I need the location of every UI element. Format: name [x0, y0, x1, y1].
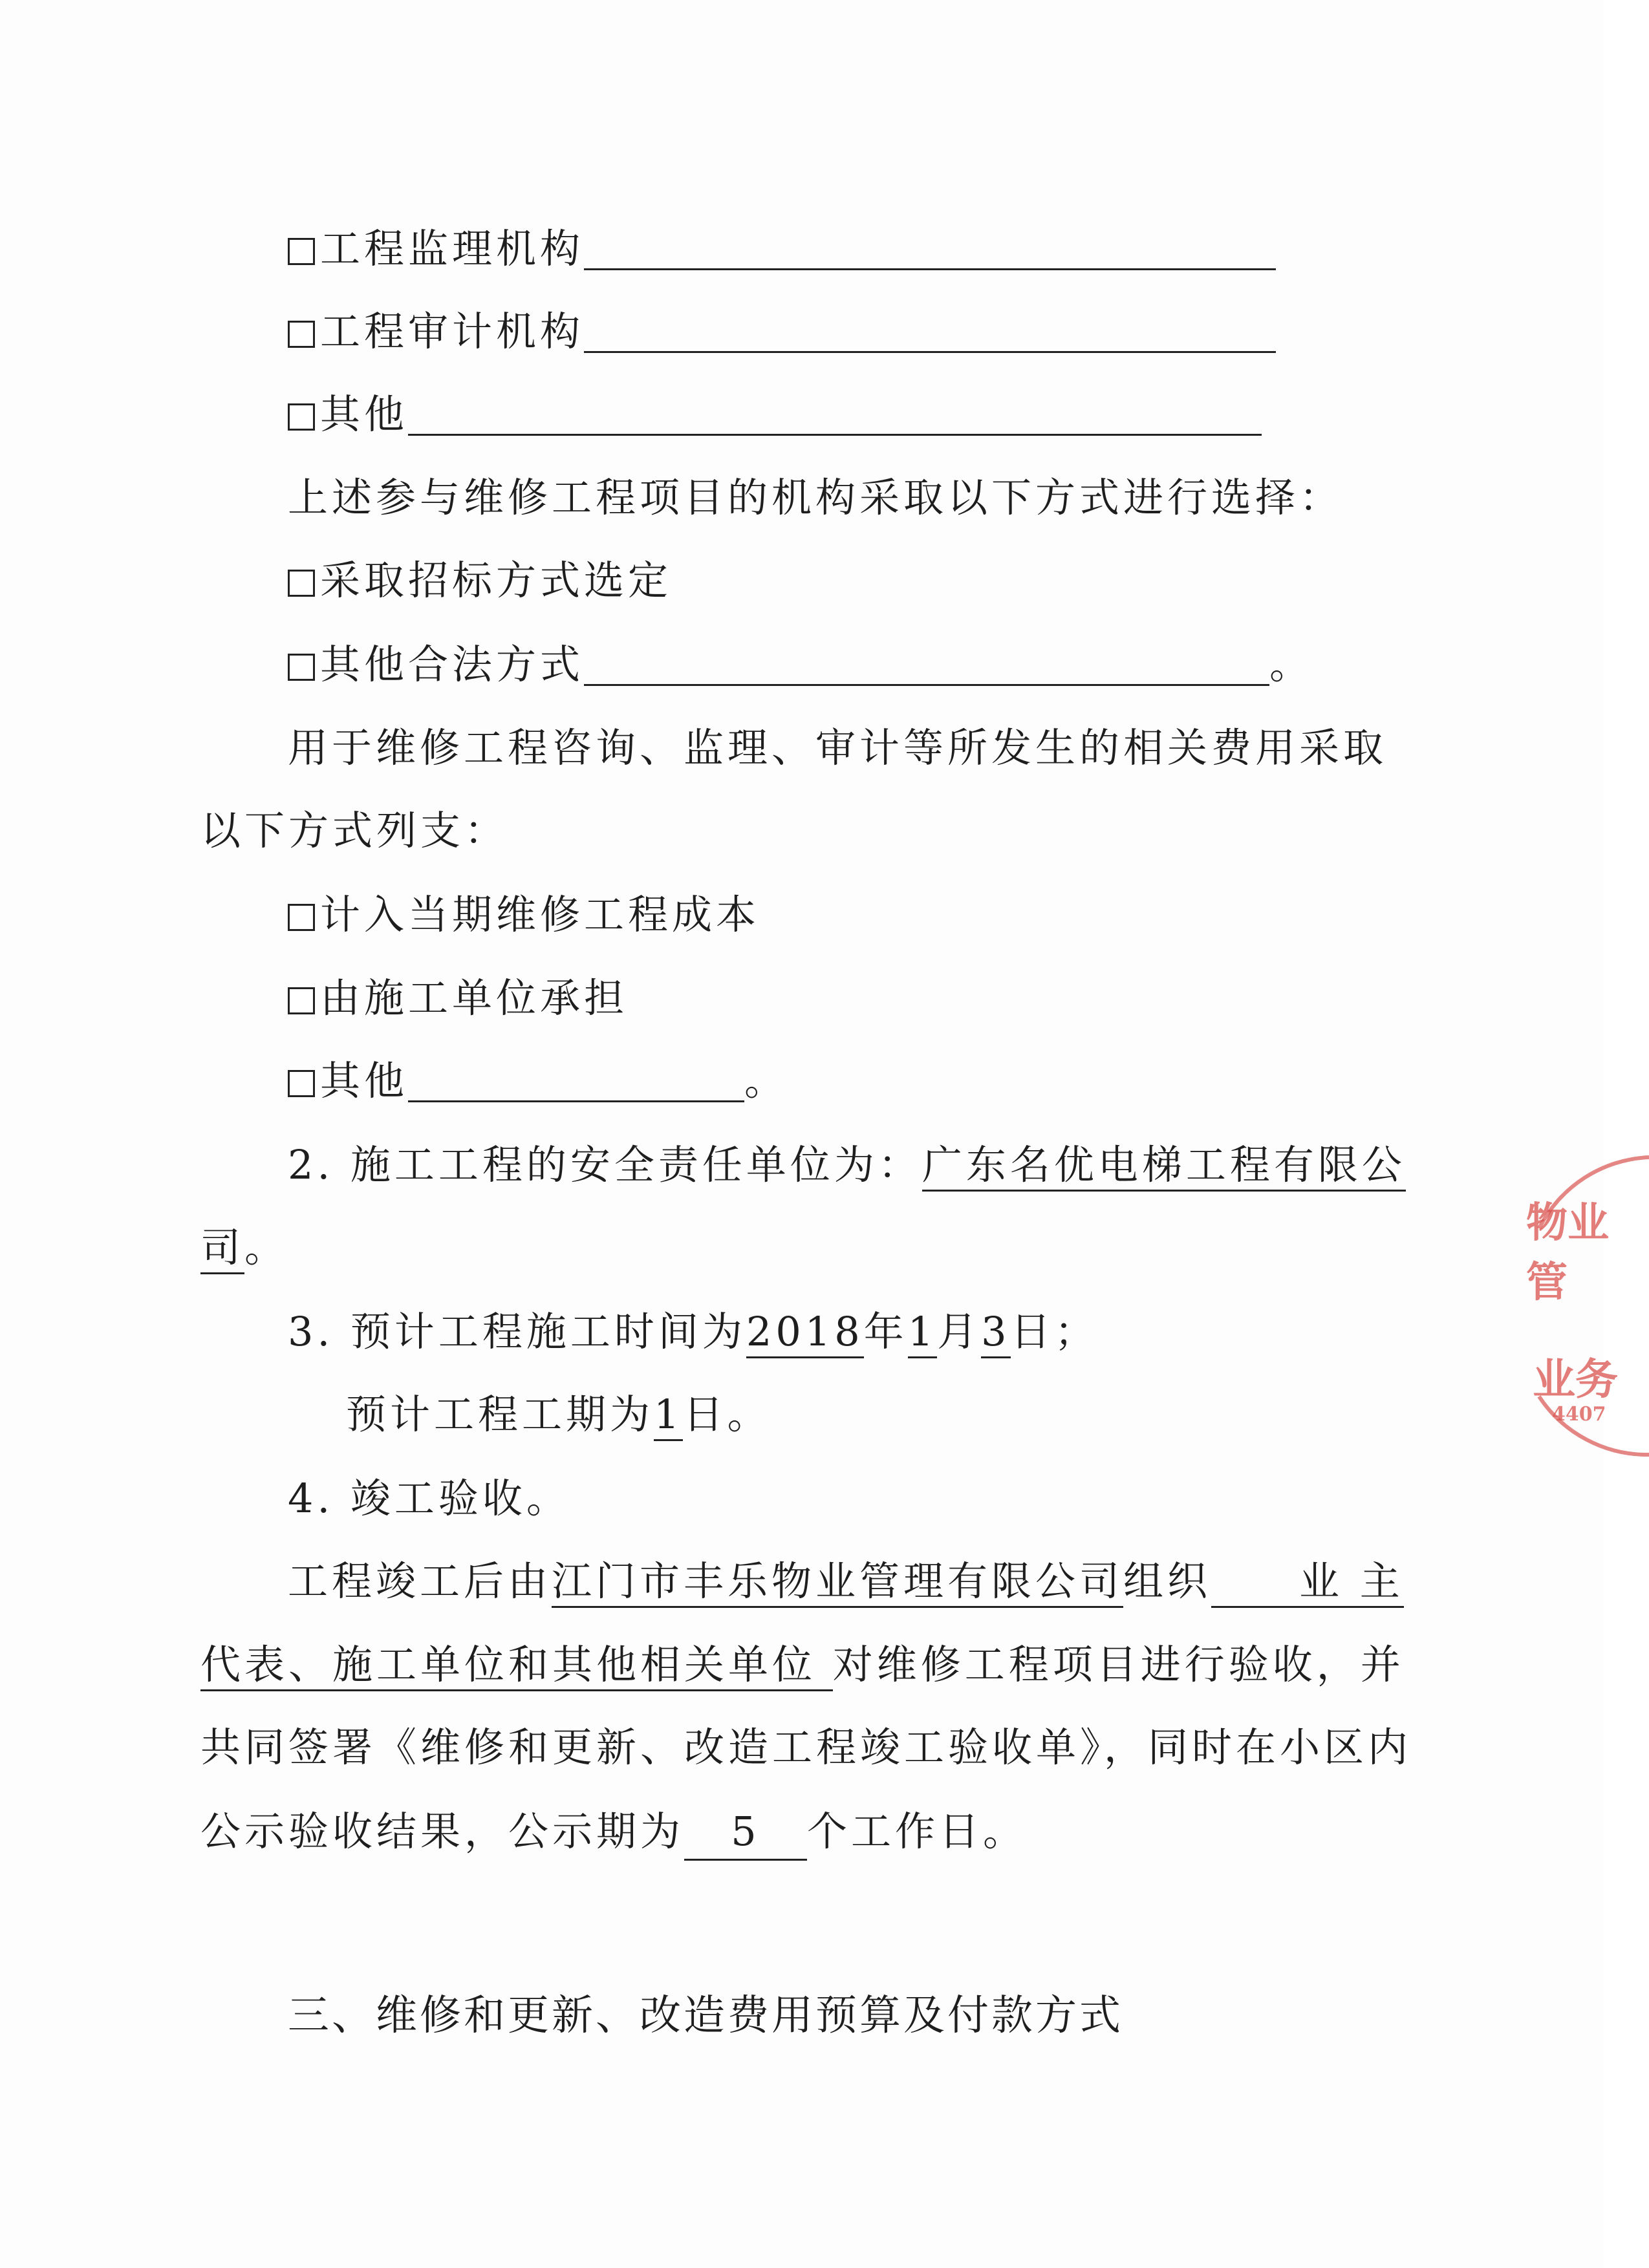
audit-org-line: 工程审计机构: [288, 306, 1276, 358]
acceptance-line-3: 共同签署《维修和更新、改造工程竣工验收单》，同时在小区内: [200, 1724, 1412, 1771]
cost-option-line: 计入当期维修工程成本: [288, 889, 760, 941]
fill-blank[interactable]: [408, 1059, 744, 1102]
fill-blank[interactable]: [408, 392, 1262, 436]
fee-intro-line: 用于维修工程咨询、监理、审计等所发生的相关费用采取: [288, 724, 1388, 771]
day-value: 3: [981, 1308, 1010, 1358]
month-value: 1: [908, 1308, 937, 1358]
duration-value: 1: [654, 1391, 683, 1441]
selection-method-intro: 上述参与维修工程项目的机构采取以下方式进行选择：: [288, 474, 1344, 521]
publicity-days-value: 5: [684, 1806, 807, 1861]
checkbox[interactable]: [288, 570, 315, 597]
fill-blank[interactable]: [584, 227, 1276, 270]
duration-line: 预计工程工期为1日。: [346, 1389, 771, 1440]
other-legal-method-line: 其他合法方式 。: [288, 639, 1313, 690]
checkbox[interactable]: [288, 904, 315, 931]
checkbox[interactable]: [288, 1070, 315, 1097]
fill-blank[interactable]: [584, 643, 1269, 686]
checkbox[interactable]: [288, 987, 315, 1014]
acceptance-heading: 4. 竣工验收。: [288, 1475, 570, 1522]
other-org-line: 其他: [288, 389, 1262, 440]
checkbox[interactable]: [288, 238, 315, 265]
checkbox[interactable]: [288, 654, 315, 681]
tender-option-line: 采取招标方式选定: [288, 555, 672, 606]
acceptance-line-1: 工程竣工后由江门市丰乐物业管理有限公司组织 业 主: [288, 1556, 1404, 1607]
participants: 代表、施工单位和其他相关单位: [200, 1641, 833, 1691]
fee-intro-line-2: 以下方式列支：: [200, 807, 509, 854]
fill-blank[interactable]: [584, 310, 1276, 353]
responsible-company: 广东名优电梯工程有限公: [922, 1141, 1406, 1192]
contractor-bears-line: 由施工单位承担: [288, 972, 628, 1024]
year-value: 2018: [746, 1308, 864, 1358]
section-3-title: 三、维修和更新、改造费用预算及付款方式: [288, 1992, 1123, 2040]
supervision-org-line: 工程监理机构: [288, 223, 1276, 275]
safety-responsible-line-2: 司。: [200, 1222, 288, 1274]
acceptance-line-4: 公示验收结果，公示期为 5 个工作日。: [200, 1806, 1027, 1861]
acceptance-line-2: 代表、施工单位和其他相关单位 对维修工程项目进行验收，并: [200, 1639, 1405, 1691]
checkbox[interactable]: [288, 321, 315, 348]
construction-date-line: 3. 预计工程施工时间为2018年1月3日；: [288, 1306, 1099, 1358]
checkbox[interactable]: [288, 403, 315, 431]
other-fee-line: 其他 。: [288, 1055, 788, 1107]
organizer-company: 江门市丰乐物业管理有限公司: [552, 1557, 1123, 1608]
safety-responsible-line: 2. 施工工程的安全责任单位为：广东名优电梯工程有限公: [288, 1139, 1406, 1191]
seal-arc-icon: [1455, 1151, 1649, 1474]
seal-stamp: 物业管 业务 4407: [1455, 1151, 1649, 1474]
